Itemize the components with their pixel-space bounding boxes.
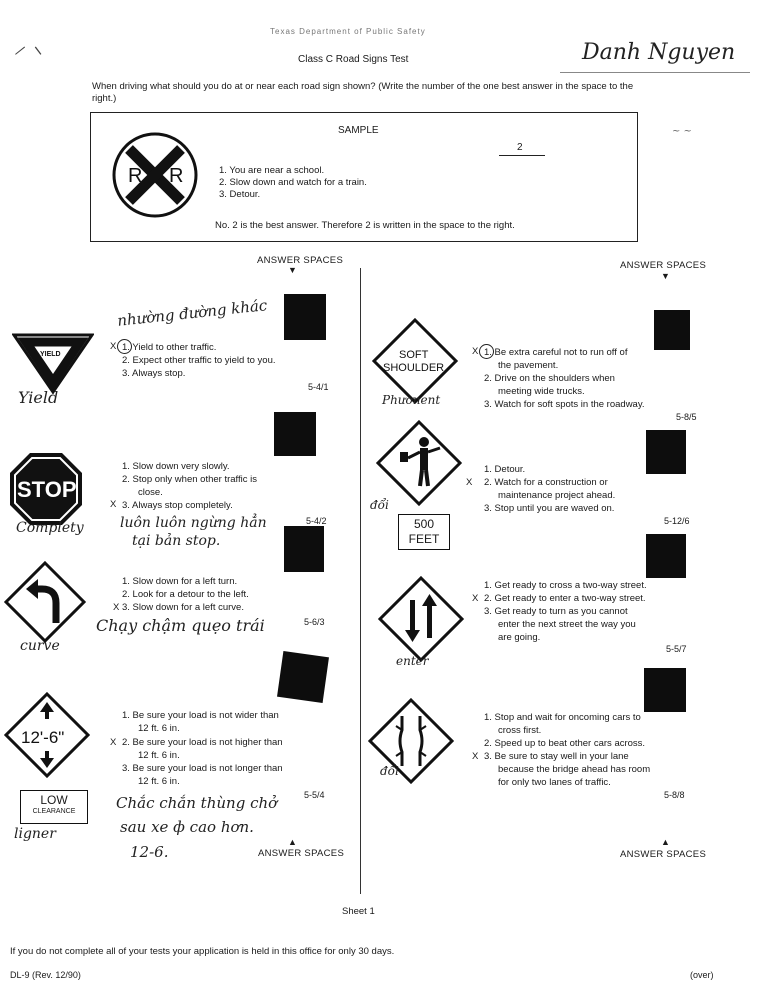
question-option: 1. Get ready to cross a two-way street. — [484, 580, 647, 591]
question-option: 3. Get ready to turn as you cannot — [484, 606, 628, 617]
question-option: 3. Watch for soft spots in the roadway. — [484, 399, 645, 410]
question-option: 2. Stop only when other traffic is — [122, 474, 258, 485]
stop-sign-text: STOP — [17, 477, 77, 502]
answer-spaces-label-right-bottom: ANSWER SPACES — [620, 849, 707, 860]
handwritten-note: tại bản stop. — [132, 533, 221, 549]
signature: Danh Nguyen — [582, 40, 736, 65]
question-option: 2. Expect other traffic to yield to you. — [122, 355, 276, 366]
soft-shoulder-line2: SHOULDER — [383, 362, 445, 374]
form-id: DL-9 (Rev. 12/90) — [10, 970, 81, 980]
plate-line: FEET — [408, 532, 440, 546]
low-clearance-sign-icon — [4, 692, 90, 778]
sign-caption: Yield — [18, 388, 59, 407]
answer-arrow-down-icon: ▼ — [288, 265, 297, 275]
question-option: maintenance project ahead. — [498, 490, 616, 501]
sample-sign-letter-left: R — [128, 165, 143, 187]
question-option: 2. Drive on the shoulders when — [484, 373, 615, 384]
answer-arrow-down-icon: ▼ — [661, 271, 670, 281]
low-clearance-sign-text: 12'-6" — [21, 728, 65, 747]
answer-mark-x: X — [110, 499, 117, 510]
sign-caption: đổi — [380, 764, 399, 778]
question-option: 1. Yield to other traffic. — [122, 342, 217, 353]
signature-line — [560, 72, 750, 73]
question-option: cross first. — [498, 725, 542, 736]
sign-caption: enter — [396, 654, 429, 668]
stop-sign-icon — [8, 451, 84, 527]
sample-option: 1. You are near a school. — [219, 165, 325, 176]
question-option: 1. Slow down for a left turn. — [122, 576, 238, 587]
question-option: 2. Be sure your load is not higher than — [122, 737, 283, 748]
question-option: 1. Be extra careful not to run off of — [484, 347, 628, 358]
soft-shoulder-line1: SOFT — [399, 349, 429, 361]
sign-caption: đổi — [370, 498, 389, 512]
question-option: 12 ft. 6 in. — [138, 776, 180, 787]
answer-arrow-up-icon: ▲ — [288, 837, 297, 847]
sign-caption: curve — [20, 638, 60, 654]
redacted-answer-box — [644, 668, 686, 712]
column-divider — [360, 268, 361, 894]
redacted-answer-box — [284, 294, 326, 340]
answer-mark-x: X — [110, 341, 117, 352]
sample-answer: 2 — [517, 142, 523, 153]
handwritten-note: Chắc chắn thùng chở — [116, 794, 278, 812]
answer-mark-x: X — [472, 593, 479, 604]
plate-line: LOW — [40, 793, 68, 807]
handwritten-note: 12-6. — [130, 843, 169, 861]
answer-mark-x: X — [472, 346, 479, 357]
yield-sign-text: YIELD — [40, 351, 61, 358]
answer-spaces-label-left: ANSWER SPACES — [257, 255, 344, 266]
yield-sign-icon — [12, 332, 94, 394]
question-option: close. — [138, 487, 163, 498]
instructions: When driving what should you do at or near each road sign shown? (Write the number of the one best answer in the space to the right.) — [92, 81, 634, 104]
question-reference: 5-12/6 — [664, 516, 690, 526]
sign-caption: ligner — [14, 826, 56, 842]
question-option: 3. Always stop completely. — [122, 500, 233, 511]
question-reference: 5-4/1 — [308, 382, 329, 392]
question-option: 1. Stop and wait for oncoming cars to — [484, 712, 641, 723]
question-option: 2. Watch for a construction or — [484, 477, 608, 488]
sample-explanation: No. 2 is the best answer. Therefore 2 is written in the space to the right. — [215, 220, 515, 231]
question-option: 12 ft. 6 in. — [138, 723, 180, 734]
plate-line: CLEARANCE — [32, 808, 76, 815]
sample-sign-letter-right: R — [169, 165, 184, 187]
left-curve-sign-icon — [4, 561, 86, 643]
corner-scribble: ⸝ ⸜ — [14, 34, 43, 59]
redacted-answer-box — [277, 651, 329, 703]
redacted-answer-box — [646, 430, 686, 474]
question-reference: 5-4/2 — [306, 516, 327, 526]
handwritten-note: nhường đường khác — [116, 296, 268, 330]
question-reference: 5-5/7 — [666, 644, 687, 654]
question-option: the pavement. — [498, 360, 559, 371]
sign-caption: Complety — [16, 520, 84, 536]
question-option: 2. Speed up to beat other cars across. — [484, 738, 646, 749]
answer-mark-x: X — [110, 737, 117, 748]
sign-caption: Phươnent — [382, 393, 441, 407]
question-reference: 5-6/3 — [304, 617, 325, 627]
answer-mark-x: X — [472, 751, 479, 762]
question-option: 3. Be sure your load is not longer than — [122, 763, 283, 774]
question-option: 12 ft. 6 in. — [138, 750, 180, 761]
question-option: 2. Look for a detour to the left. — [122, 589, 249, 600]
question-option: 2. Get ready to enter a two-way street. — [484, 593, 646, 604]
low-clearance-plate — [20, 790, 88, 824]
answer-spaces-label-left-bottom: ANSWER SPACES — [258, 848, 345, 859]
question-option: enter the next street the way you — [498, 619, 636, 630]
question-reference: 5-8/5 — [676, 412, 697, 422]
question-option: are going. — [498, 632, 541, 643]
question-option: 1. Slow down very slowly. — [122, 461, 230, 472]
answer-arrow-up-icon: ▲ — [661, 837, 670, 847]
over-label: (over) — [690, 970, 714, 980]
railroad-crossing-icon — [111, 131, 199, 219]
sheet-number: Sheet 1 — [342, 906, 375, 917]
answer-spaces-label-right: ANSWER SPACES — [620, 260, 707, 271]
sample-option: 3. Detour. — [219, 189, 261, 200]
question-option: 3. Stop until you are waved on. — [484, 503, 615, 514]
handwritten-note: luôn luôn ngừng hẳn — [120, 515, 267, 531]
question-option: because the bridge ahead has room — [498, 764, 651, 775]
sample-box — [90, 112, 638, 242]
redacted-answer-box — [654, 310, 690, 350]
redacted-answer-box — [284, 526, 324, 572]
question-option: for only two lanes of traffic. — [498, 777, 611, 788]
flagger-sign-icon — [376, 420, 462, 506]
soft-shoulder-sign-icon — [372, 318, 458, 404]
department-header: Texas Department of Public Safety — [270, 27, 426, 36]
handwritten-note: Chạy chậm quẹo trái — [96, 616, 265, 635]
footer-notice: If you do not complete all of your tests your application is held in this office for only 30 days. — [10, 946, 395, 957]
question-reference: 5-5/4 — [304, 790, 325, 800]
question-option: 1. Be sure your load is not wider than — [122, 710, 279, 721]
redacted-answer-box — [646, 534, 686, 578]
answer-mark-x: X — [466, 477, 473, 488]
answer-mark-x: X — [113, 602, 120, 613]
question-reference: 5-8/8 — [664, 790, 685, 800]
question-option: 3. Be sure to stay well in your lane — [484, 751, 629, 762]
plate-line: 500 — [413, 517, 435, 531]
question-option: 1. Detour. — [484, 464, 526, 475]
redacted-answer-box — [274, 412, 316, 456]
sample-title: SAMPLE — [338, 125, 379, 136]
margin-scribble: ~ ~ — [672, 126, 692, 137]
handwritten-note: sau xe ф cao hơn. — [120, 818, 254, 836]
two-way-traffic-sign-icon — [378, 576, 464, 662]
sample-option: 2. Slow down and watch for a train. — [219, 177, 367, 188]
distance-plate — [398, 514, 450, 550]
question-option: meeting wide trucks. — [498, 386, 585, 397]
sample-answer-line — [499, 155, 545, 156]
test-title: Class C Road Signs Test — [298, 54, 409, 65]
question-option: 3. Always stop. — [122, 368, 186, 379]
question-option: 3. Slow down for a left curve. — [122, 602, 244, 613]
